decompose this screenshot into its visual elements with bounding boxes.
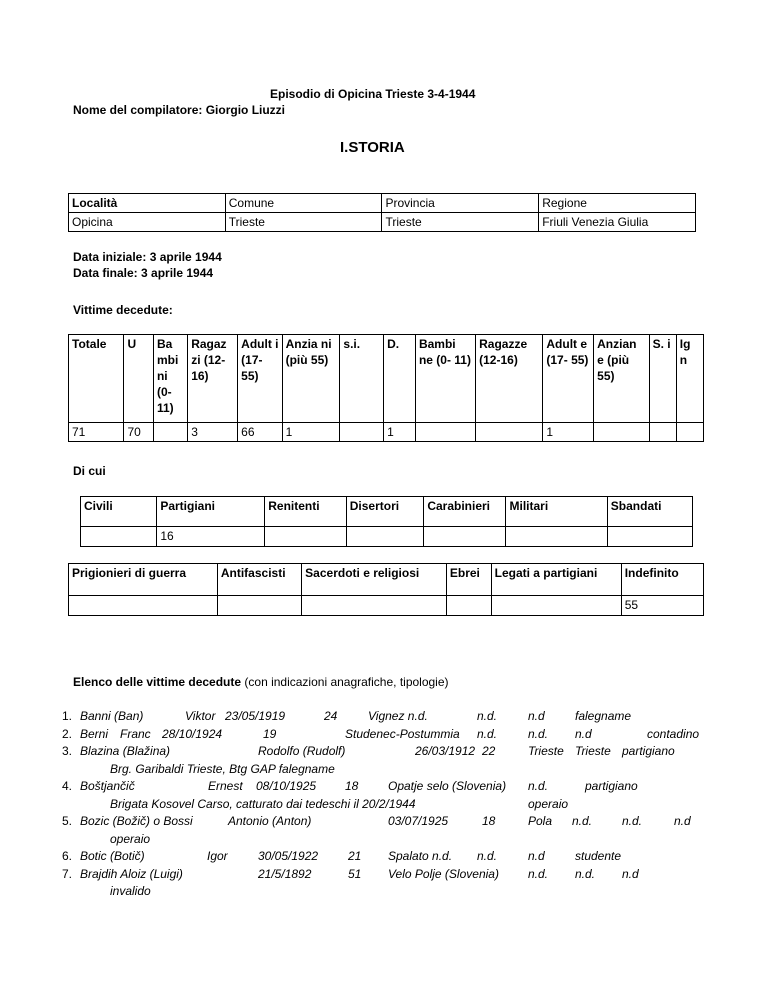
category-value [217,596,301,616]
list-number: 7. [62,866,73,881]
list-residence: n.d. [477,849,498,863]
list-birthdate: 21/5/1892 [258,866,312,881]
list-age: 51 [348,866,362,881]
list-age: 21 [348,849,362,863]
victims-header: Adult e (17- 55) [543,335,594,423]
list-number: 5. [62,814,73,828]
list-title-bold: Elenco delle vittime decedute [73,675,242,689]
list-surname: Blazina (Blažina) [80,744,171,758]
victims-value [415,423,475,442]
category-value: 55 [621,596,703,616]
victims-header: Anzian e (più 55) [594,335,649,423]
victims-header: Ragazze (12-16) [476,335,543,423]
list-birthdate: 28/10/1924 [162,726,223,741]
category-header: Ebrei [446,564,491,596]
victims-header: s.i. [340,335,384,423]
category-value [69,596,218,616]
list-field: n.d [528,849,545,863]
victims-value [676,423,703,442]
other-categories-table [68,563,704,616]
list-field: Trieste [575,744,611,758]
list-field: n.d. [528,779,549,793]
victims-header: Anzia ni (più 55) [282,335,340,423]
category-value [446,596,491,616]
list-role: n.d [674,814,691,828]
victims-value [476,423,543,442]
list-field: n.d. [528,866,549,881]
list-age: 24 [324,709,338,723]
di-cui-header: Carabinieri [424,497,506,527]
list-item-continuation: Brigata Kosovel Carso, catturato dai tedeschi il 20/2/1944 [110,796,416,811]
victims-header: D. [384,335,416,423]
di-cui-value [506,527,607,547]
list-number: 6. [62,849,73,863]
list-birthdate: 23/05/1919 [225,709,286,723]
list-birthplace: Studenec-Postummia [345,726,460,741]
list-surname: Botic (Botič) [80,849,145,863]
di-cui-header: Disertori [346,497,424,527]
list-age: 22 [482,744,496,758]
di-cui-header: Renitenti [265,497,346,527]
list-number: 2. [62,726,73,741]
di-cui-header: Militari [506,497,607,527]
list-age: 18 [482,814,496,828]
di-cui-value [265,527,346,547]
list-role: n.d [622,866,639,881]
category-header: Indefinito [621,564,703,596]
list-age: 18 [345,779,359,793]
di-cui-value [346,527,424,547]
list-birthdate: 08/10/1925 [256,779,317,793]
list-item-continuation: Brg. Garibaldi Trieste, Btg GAP falegname [110,761,335,776]
victims-value: 1 [543,423,594,442]
compiler-name: Nome del compilatore: Giorgio Liuzzi [73,103,286,117]
victims-header: Ba mbi ni (0- 11) [153,335,187,423]
value-localita: Opicina [69,213,226,232]
category-header: Prigionieri di guerra [69,564,218,596]
di-cui-value: 16 [157,527,265,547]
value-comune: Trieste [225,213,382,232]
list-number: 3. [62,744,73,758]
list-birthplace: Vignez n.d. [368,709,428,723]
list-firstname: Rodolfo (Rudolf) [258,744,346,758]
category-header: Sacerdoti e religiosi [302,564,447,596]
section-title: I.STORIA [340,139,405,156]
list-field: n.d. [575,866,596,881]
header-provincia: Provincia [382,194,539,213]
list-birthplace: Spalato n.d. [388,849,453,863]
location-table [68,193,696,232]
list-firstname: Franc [120,726,151,741]
di-cui-value [607,527,692,547]
list-surname: Brajdih Aloiz (Luigi) [80,866,183,881]
victims-value [340,423,384,442]
victims-value: 1 [282,423,340,442]
list-surname: Berni [80,726,109,741]
victims-value: 66 [238,423,282,442]
list-item-continuation: invalido [110,884,151,898]
list-field: n.d. [572,814,593,828]
di-cui-table [80,496,693,547]
start-date: Data iniziale: 3 aprile 1944 [73,250,222,264]
victims-header: S. i [649,335,676,423]
list-birthdate: 03/07/1925 [388,814,449,828]
list-firstname: Igor [207,849,228,863]
list-role: contadino [647,726,700,741]
victims-value: 3 [188,423,238,442]
list-title-rest: (con indicazioni anagrafiche, tipologie) [241,675,449,689]
list-birthdate: 26/03/1912 [415,744,476,758]
list-item-continuation: operaio [528,796,569,811]
category-value [302,596,447,616]
di-cui-value [81,527,157,547]
list-field: n.d. [528,726,549,741]
list-role: partigiano [585,779,638,793]
end-date: Data finale: 3 aprile 1944 [73,266,214,280]
list-surname: Boštjančič [80,779,135,793]
di-cui-header: Civili [81,497,157,527]
category-value [491,596,621,616]
victims-header: U [124,335,154,423]
di-cui-header: Sbandati [607,497,692,527]
di-cui-header: Partigiani [157,497,265,527]
list-field: n.d. [622,814,643,828]
di-cui-label: Di cui [73,464,106,478]
list-role: falegname [575,709,632,723]
di-cui-value [424,527,506,547]
victims-header: Ragaz zi (12- 16) [188,335,238,423]
list-birthplace: Opatje selo (Slovenia) [388,779,507,793]
header-regione: Regione [539,194,696,213]
victims-value: 1 [384,423,416,442]
header-comune: Comune [225,194,382,213]
list-field: Trieste [528,744,564,758]
list-residence: n.d. [477,726,498,741]
list-title [73,675,449,689]
victims-value [594,423,649,442]
list-number: 4. [62,779,73,793]
victims-header: Adult i (17- 55) [238,335,282,423]
victim-list [62,708,710,918]
list-residence: n.d. [477,709,498,723]
list-firstname: Ernest [208,779,243,793]
list-age: 19 [263,726,277,741]
category-header: Antifascisti [217,564,301,596]
victims-value [649,423,676,442]
victims-value: 71 [69,423,124,442]
category-header: Legati a partigiani [491,564,621,596]
list-field: Pola [528,814,553,828]
list-birthdate: 30/05/1922 [258,849,319,863]
list-firstname: Antonio (Anton) [228,814,312,828]
victims-value [153,423,187,442]
list-birthplace: Velo Polje (Slovenia) [388,866,499,881]
list-field: n.d [528,709,545,723]
list-role: studente [575,849,622,863]
value-provincia: Trieste [382,213,539,232]
list-role: partigiano [622,744,675,758]
list-surname: Bozic (Božič) o Bossi [80,814,193,828]
victims-table [68,334,704,442]
list-item-continuation: operaio [110,831,151,846]
list-number: 1. [62,709,73,723]
victims-value: 70 [124,423,154,442]
victims-header: Bambi ne (0- 11) [415,335,475,423]
episode-title: Episodio di Opicina Trieste 3-4-1944 [270,87,476,101]
header-localita: Località [69,194,226,213]
victims-label: Vittime decedute: [73,303,173,317]
list-firstname: Viktor [185,709,216,723]
victims-header: Totale [69,335,124,423]
list-surname: Banni (Ban) [80,709,144,723]
victims-header: Ig n [676,335,703,423]
list-field: n.d [575,726,592,741]
value-regione: Friuli Venezia Giulia [539,213,696,232]
